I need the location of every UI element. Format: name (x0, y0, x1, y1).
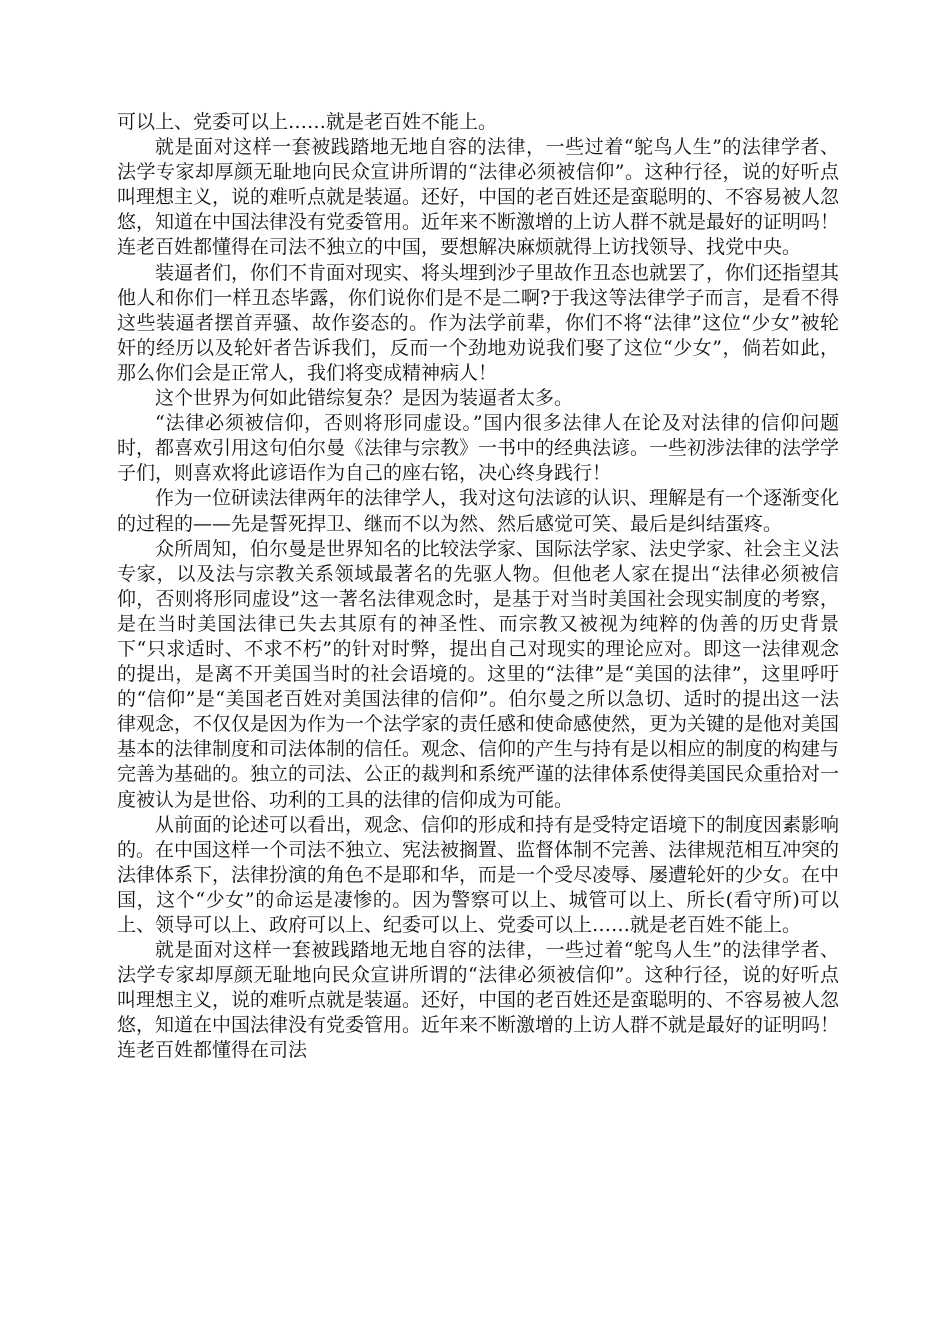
paragraph-7: 众所周知，伯尔曼是世界知名的比较法学家、国际法学家、法史学家、社会主义法专家，以及法与宗教关系领域最著名的先驱人物。但他老人家在提出“法律必须被信仰，否则将形同虚设”这一著名法律观念时，是基于对当时美国社会现实制度的考察，是在当时美国法律已失去其原有的神圣性、而宗教又被视为纯粹的伪善的历史背景下“只求适时、不求不朽”的针对时弊，提出自己对现实的理论应对。即这一法律观念的提出，是离不开美国当时的社会语境的。这里的“法律”是“美国的法律”，这里呼吁的“信仰”是“美国老百姓对美国法律的信仰”。伯尔曼之所以急切、适时的提出这一法律观念，不仅仅是因为作为一个法学家的责任感和使命感使然，更为关键的是他对美国基本的法律制度和司法体制的信任。观念、信仰的产生与持有是以相应的制度的构建与完善为基础的。独立的司法、公正的裁判和系统严谨的法律体系使得美国民众重拾对一度被认为是世俗、功利的工具的法律的信仰成为可能。 (117, 537, 840, 811)
paragraph-9: 就是面对这样一套被践踏地无地自容的法律，一些过着“鸵鸟人生”的法律学者、法学专家却厚颜无耻地向民众宣讲所谓的“法律必须被信仰”。这种行径，说的好听点叫理想主义，说的难听点就是装逼。还好，中国的老百姓还是蛮聪明的、不容易被人忽悠，知道在中国法律没有党委管用。近年来不断激增的上访人群不就是最好的证明吗！连老百姓都懂得在司法 (117, 939, 840, 1062)
paragraph-3: 装逼者们，你们不肯面对现实、将头埋到沙子里故作丑态也就罢了，你们还指望其他人和你们一样丑态毕露，你们说你们是不是二啊?于我这等法律学子而言，是看不得这些装逼者摆首弄骚、故作姿态的。作为法学前辈，你们不将“法律”这位“少女”被轮奸的经历以及轮奸者告诉我们，反而一个劲地劝说我们娶了这位“少女”，倘若如此，那么你们会是正常人，我们将变成精神病人！ (117, 261, 840, 384)
paragraph-4: 这个世界为何如此错综复杂？是因为装逼者太多。 (155, 387, 574, 410)
paragraph-1: 可以上、党委可以上……就是老百姓不能上。 (117, 111, 498, 133)
paragraph-2: 就是面对这样一套被践踏地无地自容的法律，一些过着“鸵鸟人生”的法律学者、法学专家却厚颜无耻地向民众宣讲所谓的“法律必须被信仰”。这种行径，说的好听点叫理想主义，说的难听点就是装逼。还好，中国的老百姓还是蛮聪明的、不容易被人忽悠，知道在中国法律没有党委管用。近年来不断激增的上访人群不就是最好的证明吗！连老百姓都懂得在司法不独立的中国，要想解决麻烦就得上访找领导、找党中央。 (117, 136, 840, 259)
document-body (117, 110, 839, 1064)
paragraph-6: 作为一位研读法律两年的法律学人，我对这句法谚的认识、理解是有一个逐渐变化的过程的——先是誓死捍卫、继而不以为然、然后感觉可笑、最后是纠结蛋疼。 (117, 487, 840, 535)
paragraph-8: 从前面的论述可以看出，观念、信仰的形成和持有是受特定语境下的制度因素影响的。在中国这样一个司法不独立、宪法被搁置、监督体制不完善、法律规范相互冲突的法律体系下，法律扮演的角色不是耶和华，而是一个受尽凌辱、屡遭轮奸的少女。在中国，这个“少女”的命运是凄惨的。因为警察可以上、城管可以上、所长(看守所)可以上、领导可以上、政府可以上、纪委可以上、党委可以上……就是老百姓不能上。 (117, 813, 840, 936)
paragraph-5: “法律必须被信仰，否则将形同虚设。”国内很多法律人在论及对法律的信仰问题时，都喜欢引用这句伯尔曼《法律与宗教》一书中的经典法谚。一些初涉法律的法学学子们，则喜欢将此谚语作为自己的座右铭，决心终身践行！ (117, 412, 840, 485)
